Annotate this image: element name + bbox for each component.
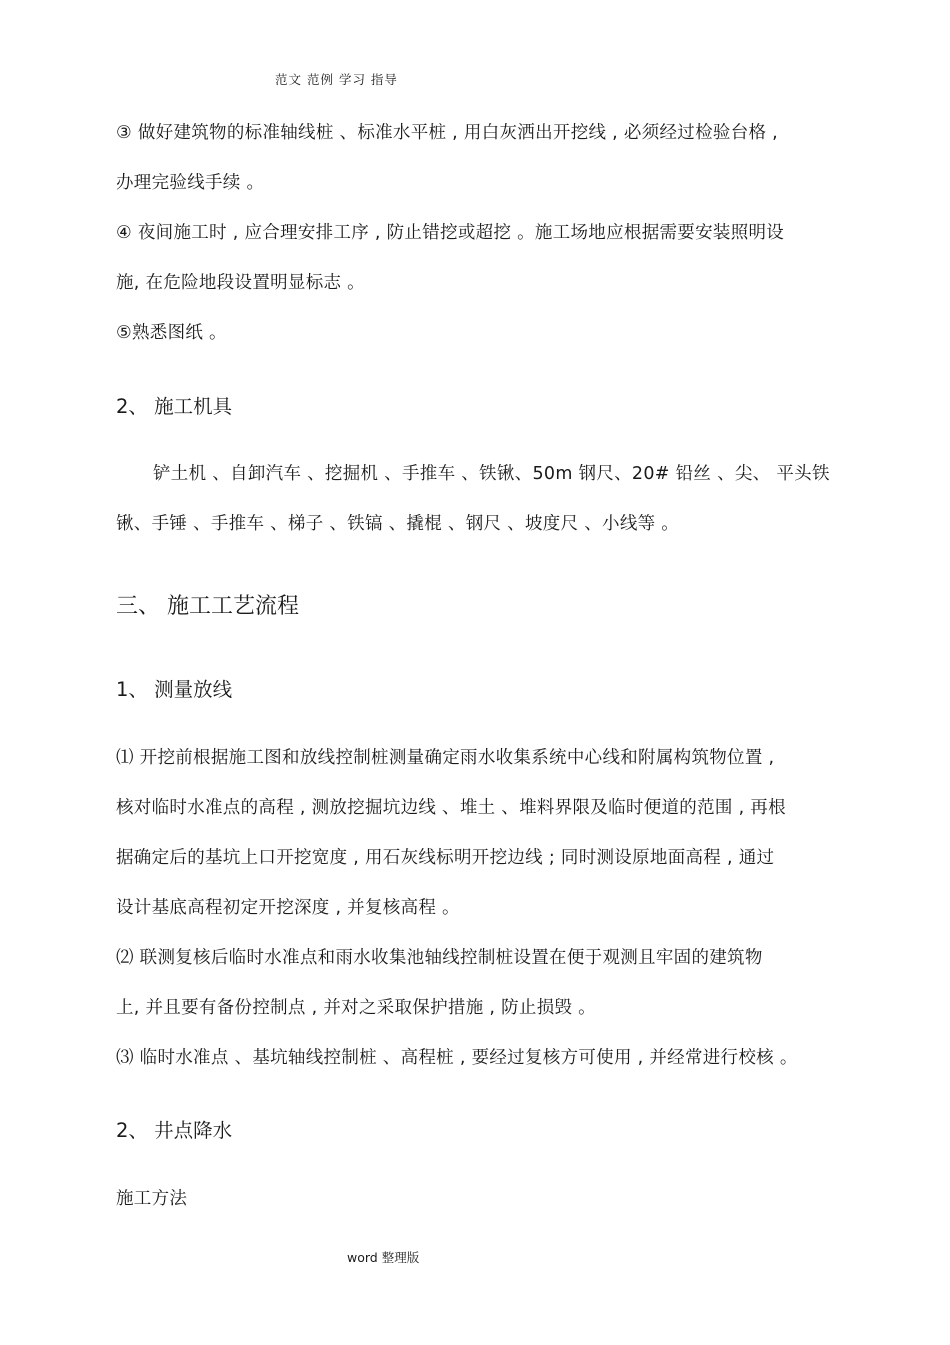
paragraph-line: 核对临时水准点的高程 , 测放挖掘坑边线 、堆土 、堆料界限及临时便道的范围 , 再根 xyxy=(116,798,786,818)
paragraph-line: ④ 夜间施工时 , 应合理安排工序 , 防止错挖或超挖 。施工场地应根据需要安装照明设 xyxy=(116,223,785,243)
paragraph-line: 据确定后的基坑上口开挖宽度 , 用石灰线标明开挖边线 ; 同时测设原地面高程 , 通过 xyxy=(116,848,775,868)
paragraph-line: 上, 并且要有备份控制点 , 并对之采取保护措施 , 防止损毁 。 xyxy=(116,998,596,1018)
paragraph-line: ⑶ 临时水准点 、基坑轴线控制桩 、高程桩 , 要经过复核方可使用 , 并经常进行校核 。 xyxy=(116,1048,798,1068)
paragraph-line: 设计基底高程初定开挖深度 , 并复核高程 。 xyxy=(116,898,460,918)
page-header: 范文 范例 学习 指导 xyxy=(275,72,398,87)
paragraph-line: ⑵ 联测复核后临时水准点和雨水收集池轴线控制桩设置在便于观测且牢固的建筑物 xyxy=(116,948,763,968)
page-footer: word 整理版 xyxy=(347,1250,420,1265)
paragraph-line: ⑤熟悉图纸 。 xyxy=(116,323,227,343)
paragraph-line: 施工方法 xyxy=(116,1189,188,1209)
paragraph-line: 办理完验线手续 。 xyxy=(116,173,265,193)
paragraph-line: 铲土机 、自卸汽车 、挖掘机 、手推车 、铁锹、50m 钢尺、20# 铅丝 、尖、 平头铁 xyxy=(153,464,830,484)
section-heading-tools: 2、 施工机具 xyxy=(116,395,233,418)
chapter-heading-process: 三、 施工工艺流程 xyxy=(116,594,299,619)
section-heading-dewatering: 2、 井点降水 xyxy=(116,1119,233,1142)
paragraph-line: 锹、手锤 、手推车 、梯子 、铁镐 、撬棍 、钢尺 、坡度尺 、小线等 。 xyxy=(116,514,680,534)
paragraph-line: 施, 在危险地段设置明显标志 。 xyxy=(116,273,365,293)
paragraph-line: ③ 做好建筑物的标准轴线桩 、标准水平桩 , 用白灰洒出开挖线 , 必须经过检验台格 , xyxy=(116,123,779,143)
section-heading-survey: 1、 测量放线 xyxy=(116,678,233,701)
paragraph-line: ⑴ 开挖前根据施工图和放线控制桩测量确定雨水收集系统中心线和附属构筑物位置 , xyxy=(116,748,775,768)
